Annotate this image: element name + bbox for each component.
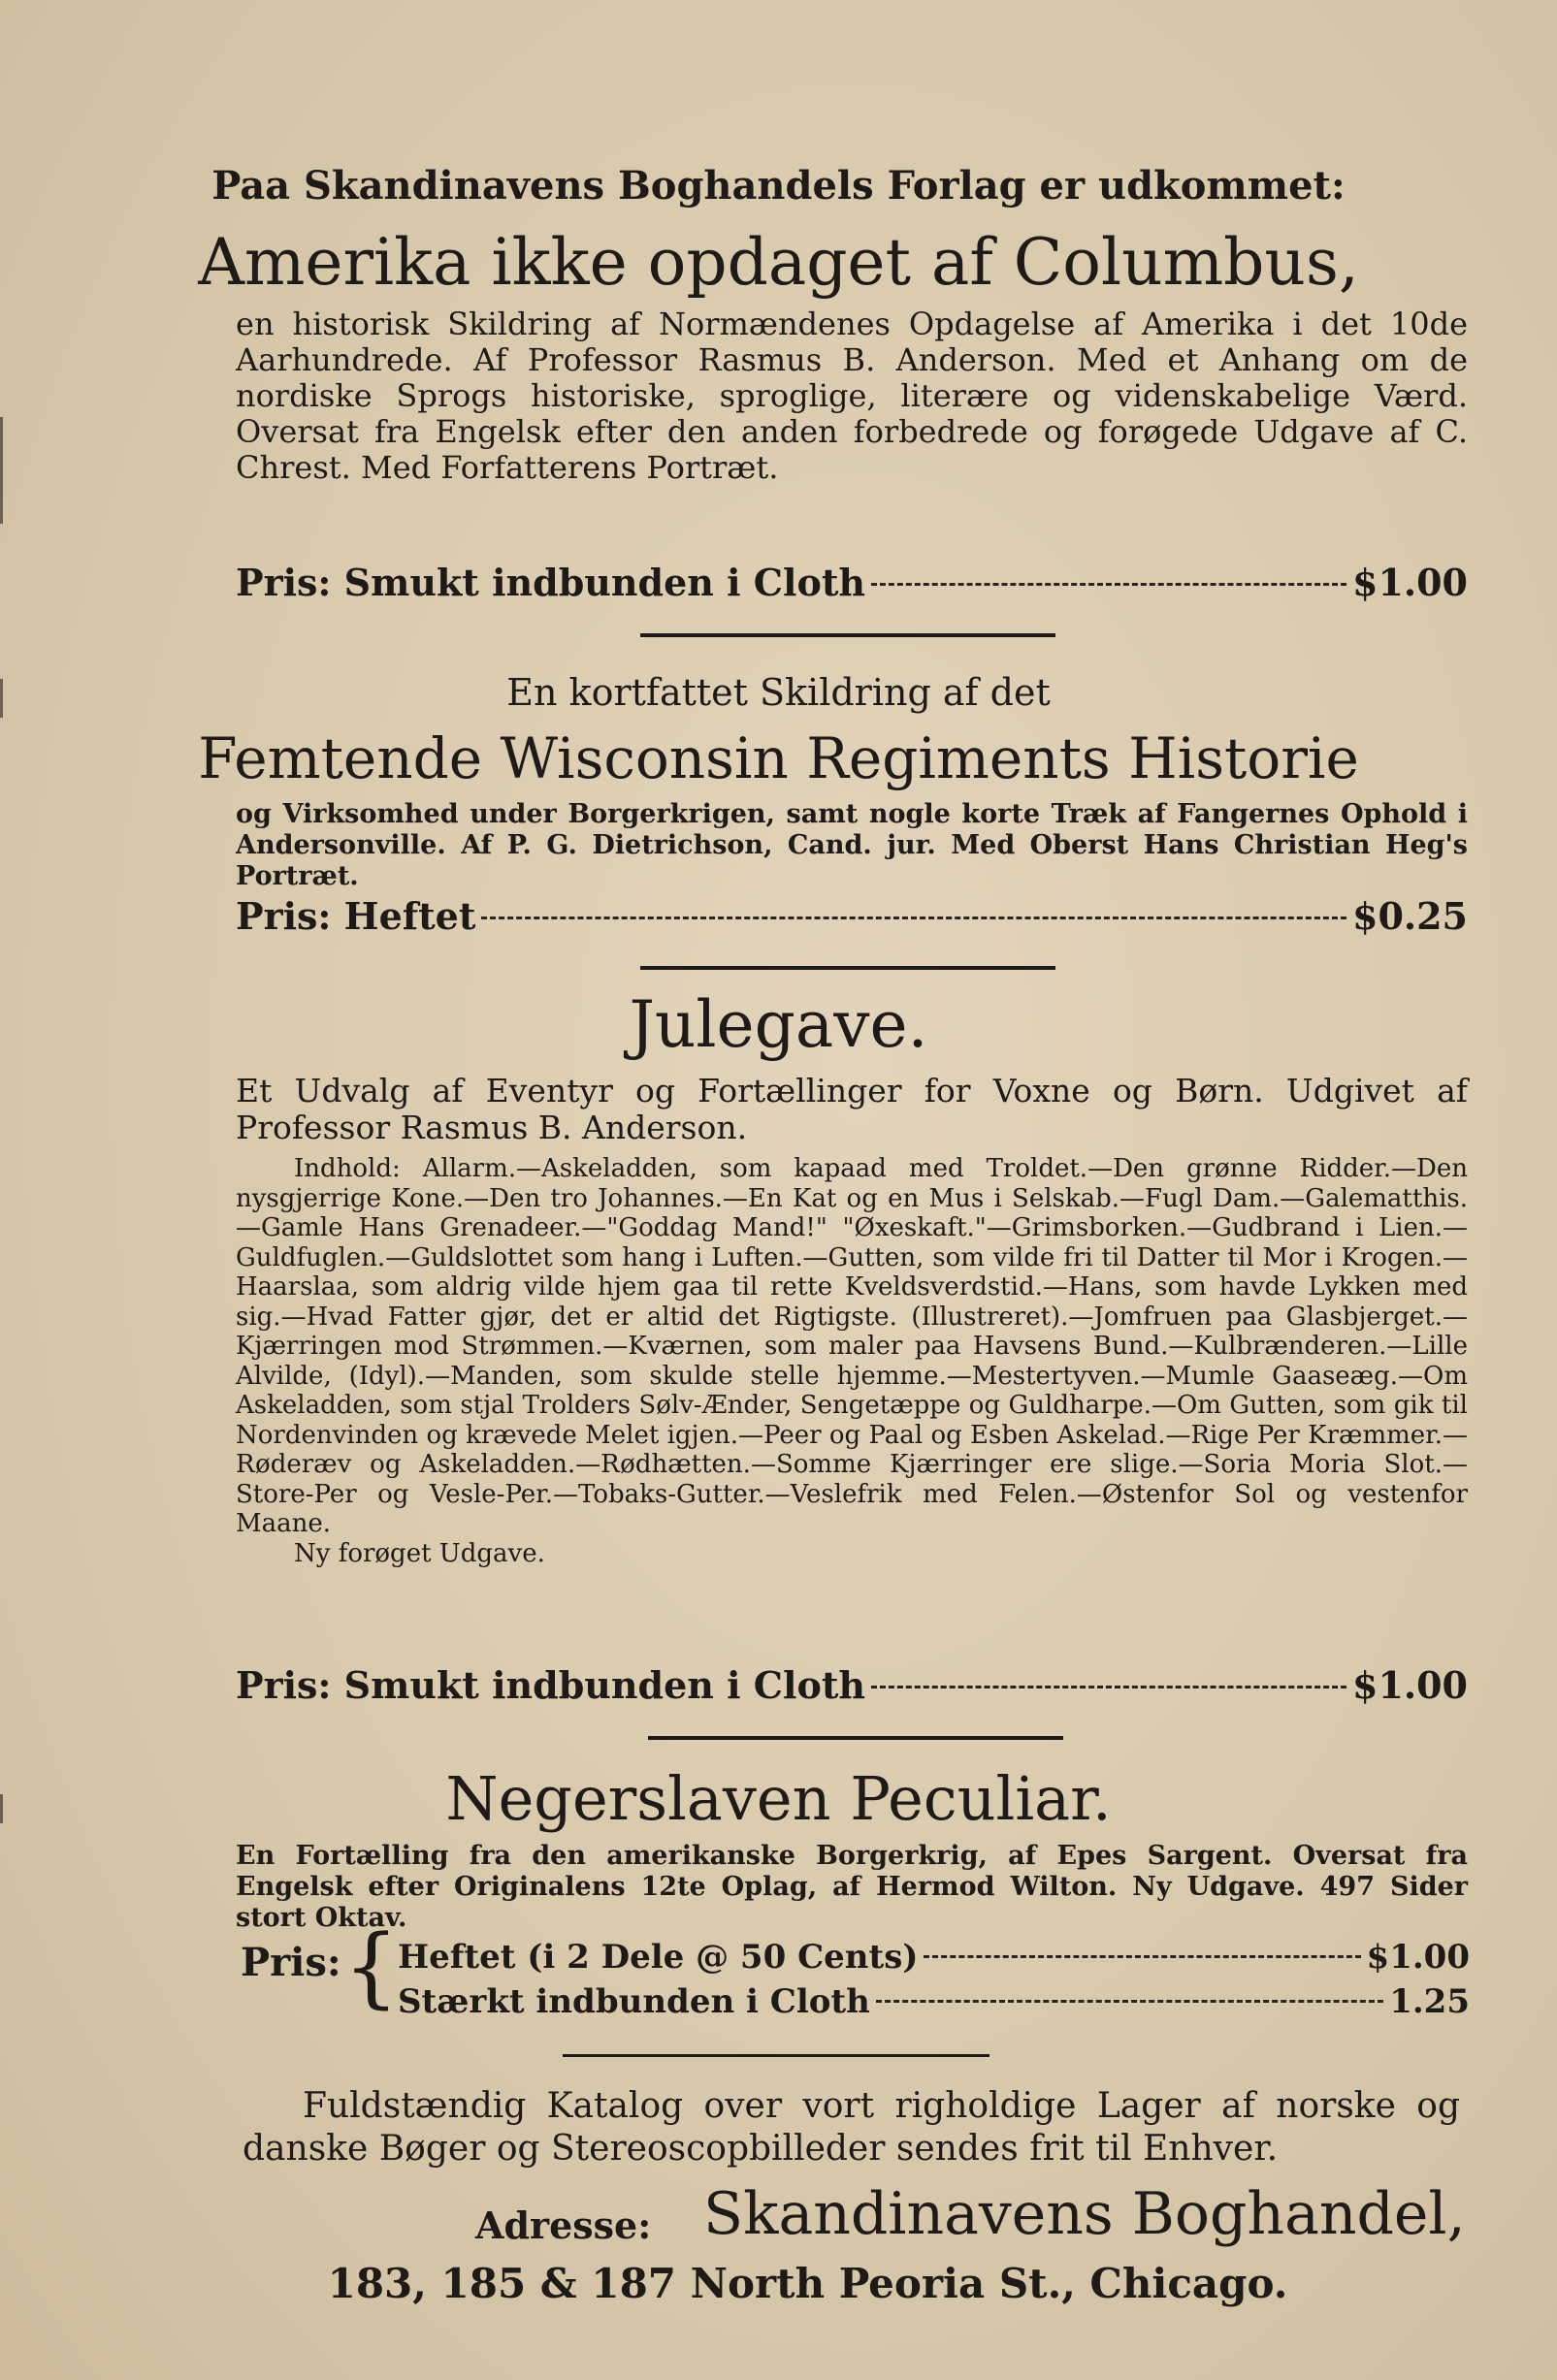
book4-description: En Fortælling fra den amerikanske Borgerkrig, af Epes Sargent. Oversat fra Engelsk efter Originalens 12te Oplag, af Hermod Wilton. Ny Udgave. 497 Sider stort Oktav. <box>236 1841 1468 1933</box>
book3-contents: Indhold: Allarm.—Askeladden, som kapaad med Troldet.—Den grønne Ridder.—Den nysgjerrige Kone.—Den tro Johannes.—En Kat og en Mus i Selskab.—Fugl Dam.—Galematthis.—Gamle Hans Grenadeer.—"Goddag Mand!" "Øxeskaft."—Grimsborken.—Gudbrand i Lien.—Guldfuglen.—Guldslottet som hang i Luften.—Gutten, som vilde fri til Datter til Mor i Krogen.—Haarslaa, som aldrig vilde hjem gaa til rette Kveldsverdstid.—Hans, som havde Lykken med sig.—Hvad Fatter gjør, det er altid det Rigtigste. (Illustreret).—Jomfruen paa Glasbjerget.—Kjærringen mod Strømmen.—Kværnen, som maler paa Havsens Bund.—Kulbrænderen.—Lille Alvilde, (Idyl).—Manden, som skulde stelle hjemme.—Mestertyven.—Mumle Gaaseæg.—Om Askeladden, som stjal Trolders Sølv-Ænder, Sengetæppe og Guldharpe.—Om Gutten, som gik til Nordenvinden og krævede Melet igjen.—Peer og Paal og Esben Askelad.—Rige Per Kræmmer.—Røderæv og Askeladden.—Rødhætten.—Somme Kjærringer ere slige.—Soria Moria Slot.—Store-Per og Vesle-Per.—Tobaks-Gutter.—Veslefrik med Felen.—Østenfor Sol og vestenfor Maane. <box>236 1154 1468 1538</box>
leader-dots <box>876 2000 1383 2003</box>
price-amount: 1.25 <box>1389 1982 1470 2021</box>
book4-price-option <box>398 1982 1470 2021</box>
book1-description: en historisk Skildring af Normændenes Opdagelse af Amerika i det 10de Aarhundrede. Af Professor Rasmus B. Anderson. Med et Anhang om de nordiske Sprogs historiske, sproglige, literære og videnskabelige Værd. Oversat fra Engelsk efter den anden forbedrede og forøgede Udgave af C. Chrest. Med Forfatterens Portræt. <box>236 306 1468 486</box>
book4-price-option <box>398 1938 1470 1977</box>
book1-title: Amerika ikke opdaget af Columbus, <box>198 225 1359 300</box>
address-name: Skandinavens Boghandel, <box>703 2180 1466 2248</box>
leader-dots <box>871 583 1346 586</box>
book2-price-line <box>236 894 1468 938</box>
price-label: Pris: Smukt indbunden i Cloth <box>236 1663 866 1707</box>
book2-intro: En kortfattet Skildring af det <box>506 671 1051 714</box>
brace-icon: { <box>343 1916 400 2018</box>
publisher-header: Paa Skandinavens Boghandels Forlag er udkommet: <box>211 163 1346 209</box>
price-amount: $1.00 <box>1366 1938 1470 1977</box>
divider-rule <box>648 1736 1063 1740</box>
leader-dots <box>481 917 1346 919</box>
book3-price-line <box>236 1663 1468 1707</box>
address-label: Adresse: <box>475 2203 652 2247</box>
divider-rule <box>563 2054 989 2057</box>
book3-title: Julegave. <box>629 987 928 1062</box>
catalog-note: Fuldstændig Katalog over vort righoldige Lager af norske og danske Bøger og Stereoscopbilleder sendes frit til Enhver. <box>243 2086 1460 2169</box>
leader-dots <box>871 1686 1346 1689</box>
price-label: Heftet (i 2 Dele @ 50 Cents) <box>398 1938 919 1977</box>
leader-dots <box>924 1955 1360 1958</box>
book2-title: Femtende Wisconsin Regiments Historie <box>198 725 1359 791</box>
book4-title: Negerslaven Peculiar. <box>445 1763 1112 1834</box>
book3-edition: Ny forøget Udgave. <box>294 1538 545 1568</box>
left-edge-mark <box>0 417 3 524</box>
price-amount: $1.00 <box>1352 1663 1468 1707</box>
book2-description: og Virksomhed under Borgerkrigen, samt nogle korte Træk af Fangernes Ophold i Andersonville. Af P. G. Dietrichson, Cand. jur. Med Oberst Hans Christian Heg's Portræt. <box>236 799 1468 891</box>
book4-price-word: Pris: <box>241 1940 341 1985</box>
book1-price-line <box>236 561 1468 604</box>
divider-rule <box>640 966 1055 970</box>
book3-description: Et Udvalg af Eventyr og Fortællinger for Voxne og Børn. Udgivet af Professor Rasmus B. Anderson. <box>236 1072 1468 1146</box>
divider-rule <box>640 633 1055 637</box>
address-street: 183, 185 & 187 North Peoria St., Chicago. <box>327 2260 1288 2307</box>
price-amount: $0.25 <box>1352 894 1468 938</box>
price-amount: $1.00 <box>1352 561 1468 604</box>
price-label: Pris: Heftet <box>236 894 476 938</box>
price-label: Stærkt indbunden i Cloth <box>398 1982 870 2021</box>
price-label: Pris: Smukt indbunden i Cloth <box>236 561 866 604</box>
